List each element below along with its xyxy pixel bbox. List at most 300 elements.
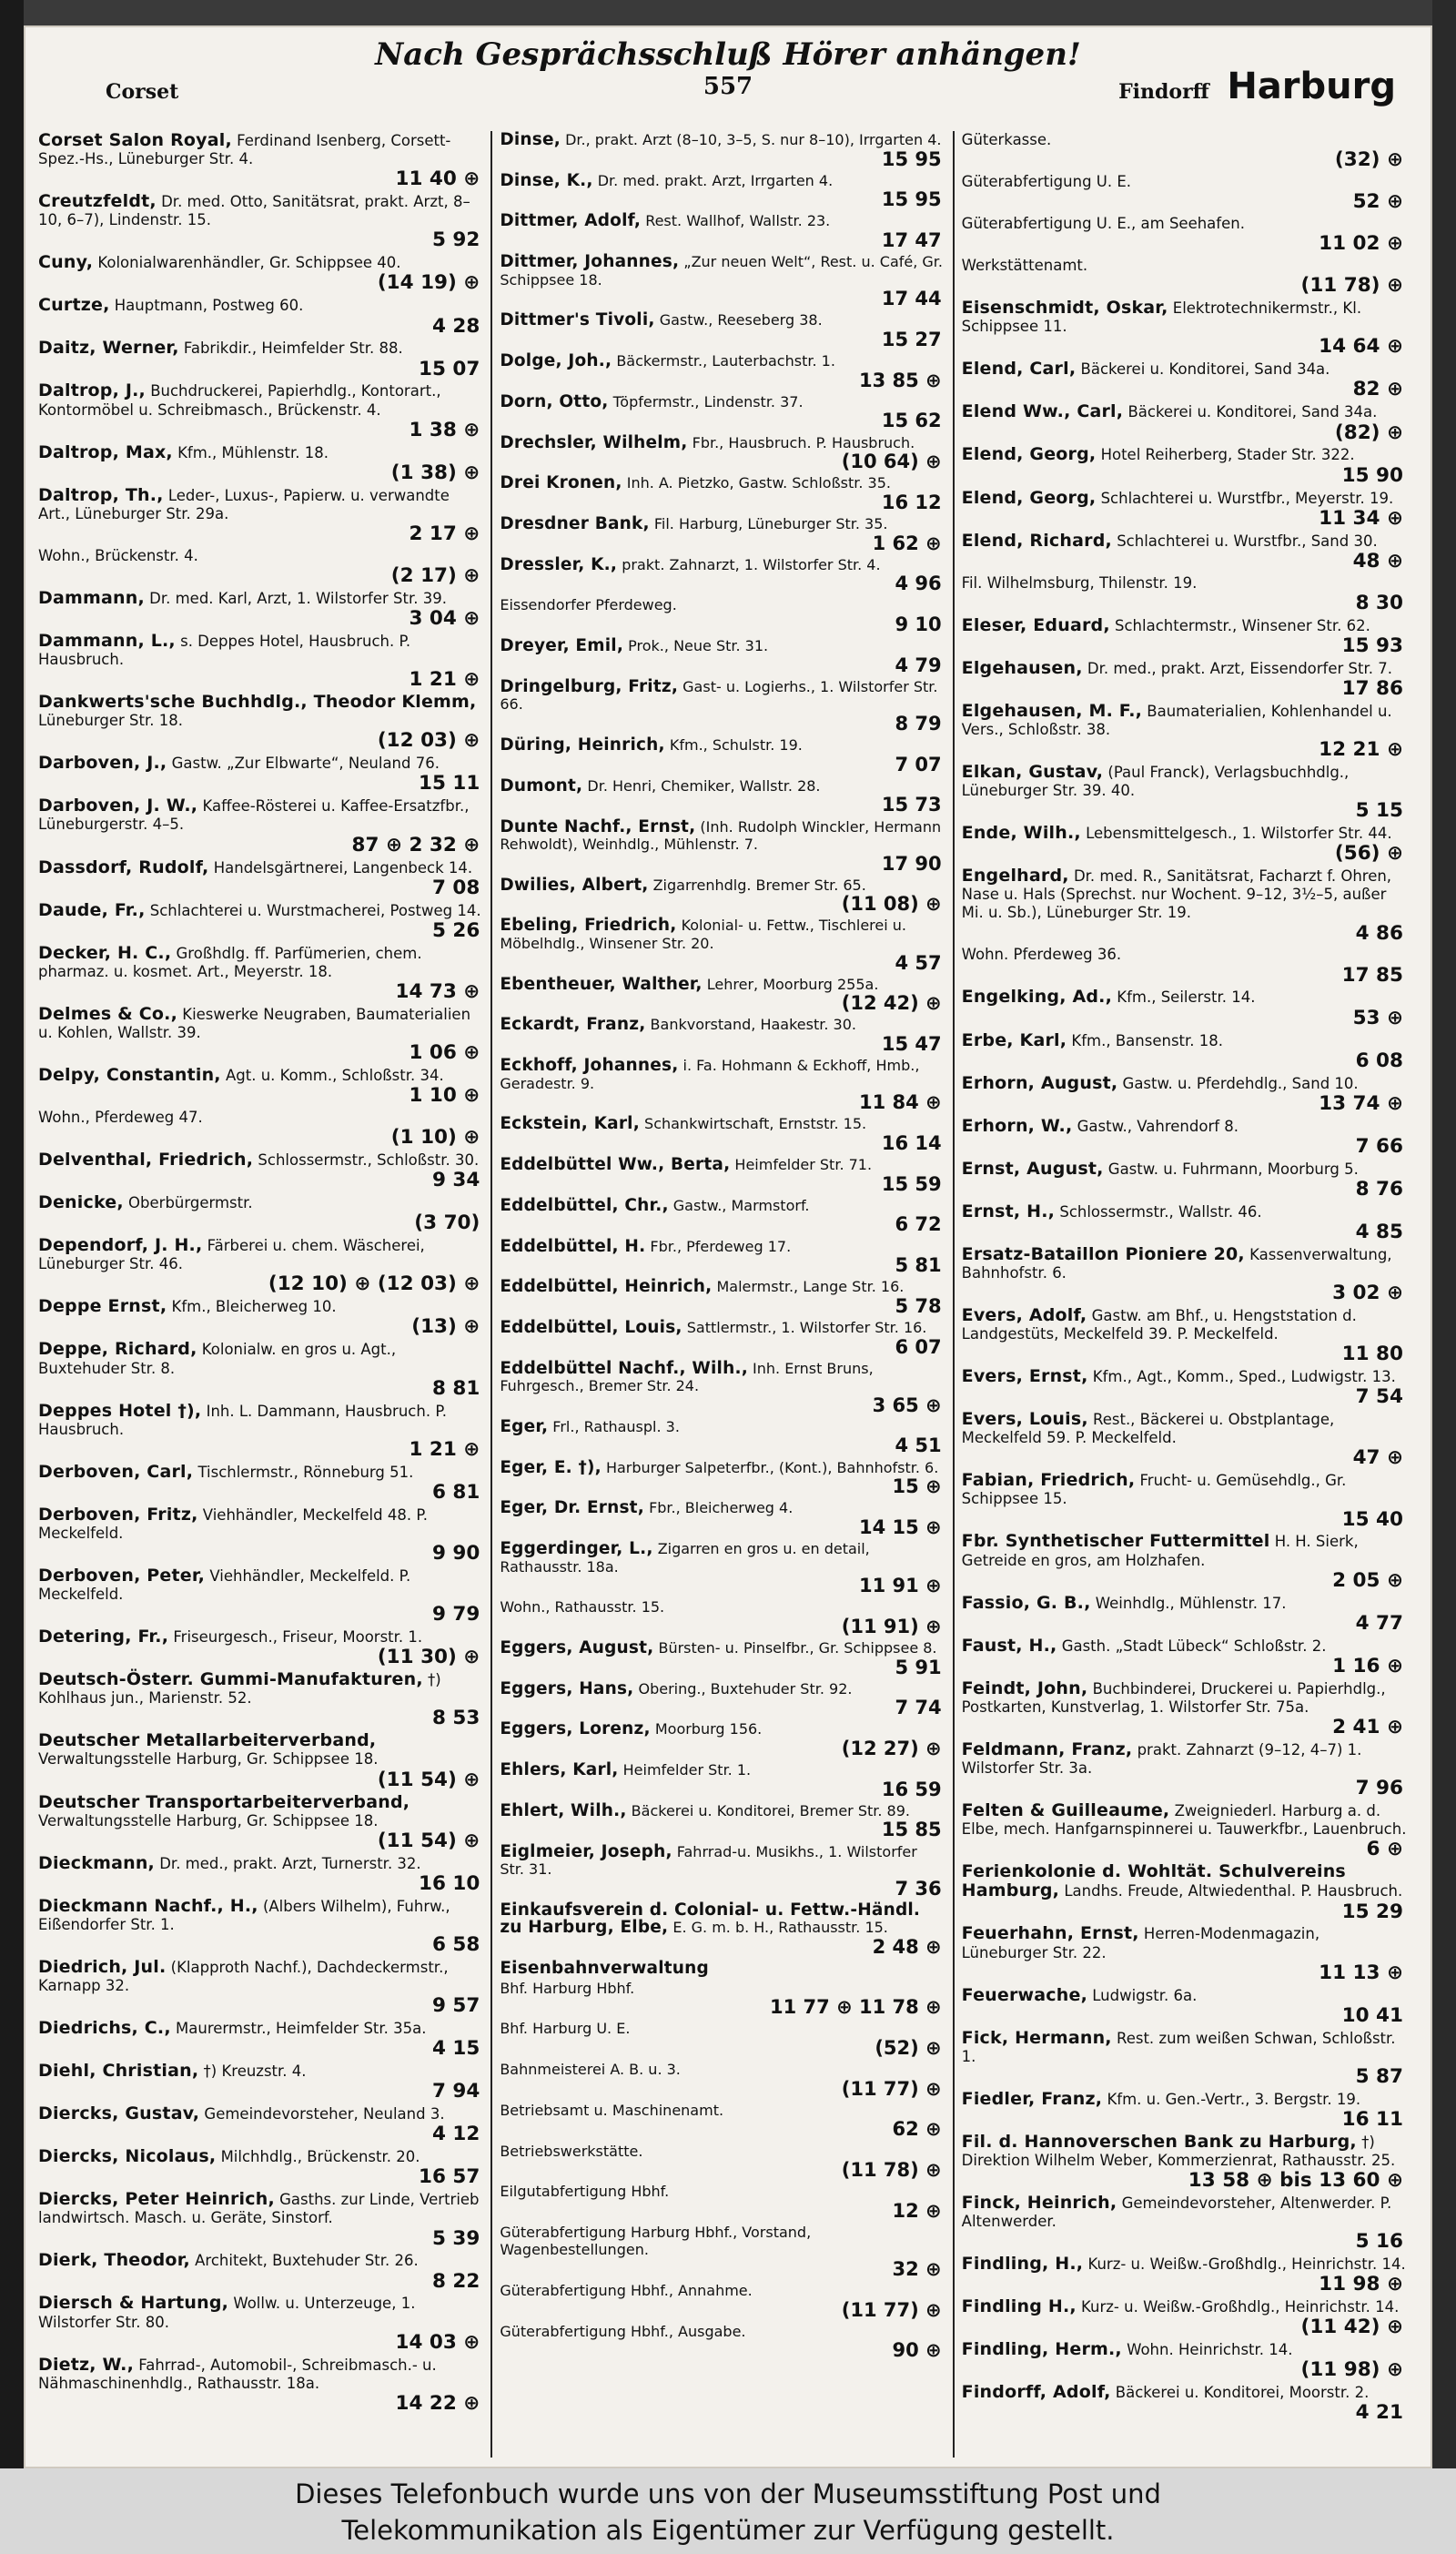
entry-phone-number: 11 34 ⊕ — [1319, 506, 1403, 530]
entry-name: Feuerhahn, Ernst, — [961, 1923, 1139, 1944]
directory-entry — [962, 1740, 1407, 1799]
entry-phone-number: 9 57 — [431, 1994, 480, 2018]
entry-name: Deutscher Metallarbeiterverband, — [38, 1730, 377, 1751]
entry-details: Fbr., Hausbruch. P. Hausbruch. — [692, 433, 915, 451]
entry-phone-number: 4 15 — [431, 2037, 480, 2061]
entry-phone-number: 11 84 ⊕ — [858, 1091, 942, 1114]
entry-phone-number: 4 51 — [895, 1434, 942, 1457]
entry-details: Gemeindevorsteher, Altenwerder. P. Altenwerder. — [961, 2194, 1392, 2231]
entry-name: Eggers, August, — [500, 1638, 654, 1658]
entry-details: Heimfelder Str. 71. — [734, 1156, 873, 1174]
entry-phone-number: 6 07 — [895, 1335, 942, 1358]
entry-phone-number: 6 ⊕ — [1366, 1838, 1403, 1861]
entry-phone-number: 4 28 — [431, 314, 480, 338]
entry-phone-number: 15 07 — [419, 357, 480, 380]
directory-entry — [962, 1679, 1407, 1738]
directory-entry — [38, 1793, 483, 1852]
entry-phone-number: (52) ⊕ — [875, 2036, 942, 2059]
directory-entry — [500, 777, 945, 816]
directory-entry — [962, 1594, 1407, 1635]
entry-phone-number: 1 38 ⊕ — [409, 418, 480, 441]
directory-entry — [962, 2133, 1407, 2192]
entry-name: Diercks, Gustav, — [38, 2103, 200, 2124]
entry-name: Eisenbahnverwaltung — [500, 1959, 709, 1979]
directory-entry — [38, 858, 483, 899]
directory-entry — [962, 402, 1407, 443]
entry-details: Bhf. Harburg U. E. — [500, 2020, 631, 2038]
entry-phone-number: 5 91 — [895, 1656, 942, 1678]
entry-name: Elend, Carl, — [961, 359, 1077, 380]
directory-entry — [500, 1639, 945, 1678]
entry-name: Eddelbüttel Ww., Berta, — [500, 1155, 731, 1175]
entry-name: Einkaufsverein d. Colonial- u. Fettw.-Händl. zu Harburg, Elbe, — [500, 1900, 921, 1938]
entry-phone-number: 14 22 ⊕ — [395, 2391, 480, 2415]
directory-entry — [500, 637, 945, 676]
copyright-footer — [0, 2468, 1456, 2554]
entry-name: Delventhal, Friedrich, — [38, 1150, 254, 1171]
directory-entry — [500, 2102, 945, 2141]
directory-entry — [38, 2062, 483, 2103]
entry-phone-number: 2 41 ⊕ — [1332, 1716, 1403, 1738]
entry-details: Zigarrenhdlg. Bremer Str. 65. — [652, 876, 866, 894]
directory-entry — [38, 381, 483, 441]
entry-phone-number: 15 73 — [881, 794, 942, 816]
entry-name: Fassio, G. B., — [961, 1592, 1091, 1613]
entry-phone-number: (3 70) — [414, 1211, 480, 1235]
entry-details: Tischlermstr., Rönneburg 51. — [197, 1463, 414, 1481]
entry-phone-number: 7 54 — [1355, 1385, 1403, 1409]
entry-phone-number: 5 26 — [431, 918, 480, 942]
directory-entry — [500, 2282, 945, 2321]
entry-name: Dolge, Joh., — [500, 351, 612, 371]
entry-details: Kfm., Seilerstr. 14. — [1117, 988, 1256, 1007]
entry-name: Feuerwache, — [961, 1984, 1088, 2005]
entry-name: Drechsler, Wilhelm, — [500, 432, 688, 452]
entry-details: Wohn. Heinrichstr. 14. — [1127, 2341, 1293, 2359]
entry-phone-number: 7 66 — [1355, 1134, 1403, 1158]
directory-entry — [962, 2090, 1407, 2131]
entry-phone-number: (2 17) ⊕ — [390, 564, 480, 587]
directory-entry — [962, 1245, 1407, 1304]
entry-name: Ferienkolonie d. Wohltät. Schulvereins Hamburg, — [961, 1861, 1346, 1901]
entry-details: Maurermstr., Heimfelder Str. 35a. — [176, 2020, 427, 2038]
directory-entry — [500, 556, 945, 595]
footer-line-2: Telekommunikation als Eigentümer zur Verfügung gestellt. — [341, 2515, 1115, 2546]
entry-details: „Zur neuen Welt“, Rest. u. Café, Gr. Schippsee 18. — [500, 253, 943, 289]
entry-phone-number: (11 08) ⊕ — [841, 893, 942, 916]
entry-details: Kfm., Schulstr. 19. — [669, 736, 803, 755]
entry-details: Schankwirtschaft, Ernststr. 15. — [644, 1115, 867, 1133]
directory-entry — [500, 515, 945, 554]
directory-entry — [962, 489, 1407, 530]
entry-details: Schlachterei u. Wurstmacherei, Postweg 14. — [149, 901, 481, 919]
entry-name: Deppes Hotel †), — [38, 1400, 202, 1421]
directory-entry — [962, 2255, 1407, 2296]
entry-details: Viehhändler, Meckelfeld 48. P. Meckelfeld. — [38, 1505, 428, 1542]
entry-details: Güterabfertigung U. E., am Seehafen. — [961, 215, 1245, 233]
entry-details: Fbr., Bleicherweg 4. — [649, 1499, 794, 1517]
phonebook-page — [24, 25, 1432, 2468]
directory-entry — [500, 1761, 945, 1800]
entry-phone-number: 15 62 — [881, 410, 942, 432]
entry-name: Dittmer, Adolf, — [500, 211, 642, 231]
directory-entry — [38, 1463, 483, 1504]
entry-name: Elend, Georg, — [961, 444, 1097, 465]
entry-phone-number: 5 87 — [1355, 2064, 1403, 2088]
entry-details: Verwaltungsstelle Harburg, Gr. Schippsee 18. — [38, 1811, 379, 1829]
entry-phone-number: 8 81 — [431, 1376, 480, 1400]
directory-entry — [962, 1202, 1407, 1243]
directory-entry — [500, 131, 945, 170]
entry-details: Lehrer, Moorburg 255a. — [706, 975, 879, 993]
directory-entry — [962, 532, 1407, 573]
directory-entry — [38, 1066, 483, 1107]
entry-name: Denicke, — [38, 1192, 124, 1213]
directory-entry — [38, 1150, 483, 1191]
entry-name: Drei Kronen, — [500, 473, 622, 493]
directory-entry — [38, 1005, 483, 1064]
entry-details: Leder-, Luxus-, Papierw. u. verwandte Art., Lüneburger Str. 29a. — [38, 486, 450, 522]
directory-entry — [500, 2143, 945, 2182]
entry-details: Betriebsamt u. Maschinenamt. — [500, 2101, 724, 2119]
directory-entry — [962, 215, 1407, 255]
entry-details: Kassenverwaltung, Bahnhofstr. 6. — [961, 1245, 1392, 1282]
entry-name: Dinse, K., — [500, 170, 593, 190]
entry-details: Sattlermstr., 1. Wilstorfer Str. 16. — [686, 1318, 927, 1336]
entry-details: Gastw. am Bhf., u. Hengststation d. Landgestüts, Meckelfeld 39. P. Meckelfeld. — [961, 1306, 1357, 1343]
entry-phone-number: (13) ⊕ — [411, 1315, 480, 1339]
entry-phone-number: 11 98 ⊕ — [1319, 2273, 1403, 2296]
directory-entry — [500, 1238, 945, 1277]
entry-details: Dr. med., prakt. Arzt, Eissendorfer Str. 7. — [1087, 659, 1392, 677]
entry-details: Fbr., Pferdeweg 17. — [650, 1237, 792, 1255]
entry-phone-number: 13 74 ⊕ — [1319, 1091, 1403, 1115]
directory-entry — [38, 2190, 483, 2249]
entry-phone-number: 15 85 — [881, 1819, 942, 1841]
entry-phone-number: 17 86 — [1341, 676, 1403, 700]
directory-entry — [38, 486, 483, 545]
entry-details: Färberei u. chem. Wäscherei, Lüneburger Str. 46. — [38, 1237, 425, 1273]
entry-phone-number: 48 ⊕ — [1352, 549, 1403, 573]
entry-name: Dittmer's Tivoli, — [500, 310, 655, 330]
directory-entry — [38, 1340, 483, 1399]
directory-entry — [962, 2194, 1407, 2253]
entry-phone-number: 2 48 ⊕ — [872, 1935, 942, 1958]
directory-entry — [962, 574, 1407, 614]
entry-phone-number: 11 02 ⊕ — [1319, 232, 1403, 256]
entry-phone-number: 16 10 — [419, 1871, 480, 1895]
entry-phone-number: 3 02 ⊕ — [1332, 1282, 1403, 1304]
entry-name: Delmes & Co., — [38, 1003, 177, 1024]
entry-name: Erhorn, August, — [961, 1072, 1118, 1093]
entry-name: Eggers, Lorenz, — [500, 1719, 651, 1739]
directory-entry — [962, 1074, 1407, 1115]
entry-details: Dr. med., prakt. Arzt, Turnerstr. 32. — [159, 1854, 421, 1872]
entry-name: Decker, H. C., — [38, 942, 172, 963]
entry-name: Dietz, W., — [38, 2354, 134, 2375]
directory-entry — [962, 988, 1407, 1029]
entry-phone-number: 6 72 — [895, 1213, 942, 1236]
entry-name: Eger, Dr. Ernst, — [500, 1498, 644, 1518]
entry-phone-number: 7 94 — [431, 2080, 480, 2103]
entry-name: Findling, Herm., — [961, 2339, 1122, 2360]
entry-name: Faust, H., — [961, 1635, 1057, 1656]
entry-details: Inh. Ernst Bruns, Fuhrgesch., Bremer Str. 24. — [500, 1359, 874, 1395]
entry-details: Kfm., Bansenstr. 18. — [1071, 1031, 1224, 1049]
entry-details: Hauptmann, Postweg 60. — [114, 297, 304, 315]
entry-name: Dressler, K., — [500, 554, 618, 574]
entry-details: Gastw., Reeseberg 38. — [659, 311, 823, 329]
entry-details: Schlossermstr., Schloßstr. 30. — [258, 1151, 480, 1170]
entry-details: Fil. Harburg, Lüneburger Str. 35. — [653, 514, 888, 532]
directory-entry — [38, 443, 483, 484]
entry-phone-number: 15 93 — [1341, 633, 1403, 657]
entry-name: Ebentheuer, Walther, — [500, 974, 703, 994]
entry-details: Bäckerei u. Konditorei, Sand 34a. — [1127, 403, 1378, 421]
entry-name: Darboven, J. W., — [38, 796, 198, 816]
directory-entry — [38, 754, 483, 795]
entry-details: Verwaltungsstelle Harburg, Gr. Schippsee 18. — [38, 1750, 379, 1769]
entry-phone-number: 9 34 — [431, 1169, 480, 1192]
entry-details: Kurz- u. Weißw.-Großhdlg., Heinrichstr. 14. — [1081, 2298, 1400, 2316]
entry-phone-number: 12 21 ⊕ — [1319, 737, 1403, 761]
entry-details: i. Fa. Hohmann & Eckhoff, Hmb., Geradestr. 9. — [500, 1057, 920, 1092]
entry-details: Oberbürgermstr. — [128, 1194, 253, 1212]
entry-phone-number: 15 47 — [881, 1032, 942, 1055]
entry-details: prakt. Zahnarzt, 1. Wilstorfer Str. 4. — [622, 555, 881, 573]
entry-phone-number: 13 85 ⊕ — [858, 369, 942, 391]
entry-phone-number: 11 77 ⊕ 11 78 ⊕ — [770, 1996, 942, 2019]
entry-phone-number: 16 14 — [881, 1131, 942, 1154]
entry-details: Weinhdlg., Mühlenstr. 17. — [1095, 1594, 1287, 1612]
entry-details: Viehhändler, Meckelfeld. P. Meckelfeld. — [38, 1566, 411, 1604]
entry-name: Dittmer, Johannes, — [500, 252, 680, 272]
entry-name: Fick, Hermann, — [961, 2027, 1112, 2048]
directory-entry — [38, 1193, 483, 1234]
entry-phone-number: 3 65 ⊕ — [872, 1394, 942, 1416]
entry-details: Dr. med. prakt. Arzt, Irrgarten 4. — [597, 171, 834, 189]
entry-details: Gastw. u. Fuhrmann, Moorburg 5. — [1107, 1160, 1359, 1178]
directory-entry — [500, 212, 945, 251]
entry-phone-number: 5 78 — [895, 1294, 942, 1317]
directory-entry — [38, 131, 483, 190]
entry-phone-number: 11 80 — [1341, 1343, 1403, 1366]
entry-phone-number: 17 44 — [881, 288, 942, 310]
directory-entry — [38, 547, 483, 587]
entry-details: Rest. zum weißen Schwan, Schloßstr. 1. — [961, 2029, 1396, 2065]
directory-entry — [500, 1459, 945, 1498]
entry-name: Detering, Fr., — [38, 1627, 169, 1647]
entry-name: Eckhoff, Johannes, — [500, 1056, 679, 1076]
directory-entry — [500, 1720, 945, 1759]
entry-phone-number: 16 57 — [419, 2165, 480, 2189]
entry-phone-number: 8 30 — [1355, 591, 1403, 614]
entry-details: Güterabfertigung U. E. — [961, 173, 1132, 191]
entry-phone-number: 11 13 ⊕ — [1319, 1961, 1403, 1984]
entry-details: †) Kohlhaus jun., Marienstr. 52. — [38, 1671, 441, 1708]
entry-phone-number: (11 77) ⊕ — [841, 2298, 942, 2321]
entry-details: Bäckerei u. Konditorei, Moorstr. 2. — [1115, 2384, 1370, 2402]
directory-entry — [38, 2251, 483, 2292]
entry-details: s. Deppes Hotel, Hausbruch. P. Hausbruch. — [38, 632, 411, 669]
entry-phone-number: (12 42) ⊕ — [841, 992, 942, 1015]
entry-details: Elektrotechnikermstr., Kl. Schippsee 11. — [961, 299, 1362, 336]
entry-name: Elkan, Gustav, — [961, 761, 1104, 782]
entry-name: Ehlers, Karl, — [500, 1760, 619, 1780]
entry-name: Elgehausen, — [961, 657, 1083, 678]
entry-phone-number: 1 10 ⊕ — [409, 1084, 480, 1108]
entry-phone-number: 4 12 — [431, 2123, 480, 2146]
directory-entry — [500, 1418, 945, 1457]
entry-name: Darboven, J., — [38, 753, 167, 774]
entry-phone-number: (11 30) ⊕ — [377, 1646, 480, 1669]
entry-details: Buchdruckerei, Papierhdlg., Kontorart., Kontormöbel u. Schreibmasch., Brückenstr. 4. — [38, 382, 441, 419]
directory-entry — [500, 1980, 945, 2019]
entry-phone-number: 11 91 ⊕ — [858, 1575, 942, 1597]
entry-phone-number: 5 92 — [431, 228, 480, 252]
entry-name: Diehl, Christian, — [38, 2061, 199, 2082]
entry-name: Daitz, Werner, — [38, 338, 179, 359]
entry-details: Kieswerke Neugraben, Baumaterialien u. Kohlen, Wallstr. 39. — [38, 1005, 471, 1041]
entry-details: Kfm., Mühlenstr. 18. — [177, 443, 329, 461]
entry-phone-number: (11 42) ⊕ — [1300, 2316, 1403, 2339]
entry-name: Ende, Wilh., — [961, 823, 1081, 844]
entry-phone-number: 4 77 — [1355, 1611, 1403, 1635]
entry-name: Fabian, Friedrich, — [961, 1470, 1136, 1491]
entry-name: Dunte Nachf., Ernst, — [500, 816, 696, 836]
entry-details: Agt. u. Komm., Schloßstr. 34. — [225, 1066, 444, 1084]
directory-entry — [500, 877, 945, 916]
entry-phone-number: (32) ⊕ — [1334, 148, 1403, 172]
entry-details: Wollw. u. Unterzeuge, 1. Wilstorfer Str. 80. — [38, 2295, 416, 2331]
entry-name: Ernst, August, — [961, 1158, 1104, 1179]
entry-phone-number: 1 21 ⊕ — [409, 668, 480, 692]
directory-entry — [38, 589, 483, 630]
directory-columns — [31, 131, 1414, 2458]
entry-phone-number: 16 11 — [1341, 2107, 1403, 2131]
directory-entry — [500, 2183, 945, 2222]
directory-entry — [962, 763, 1407, 822]
entry-name: Eggerdinger, L., — [500, 1539, 653, 1559]
directory-entry — [500, 1115, 945, 1154]
header-city: Harburg — [1227, 66, 1396, 107]
directory-entry — [962, 173, 1407, 213]
entry-name: Dassdorf, Rudolf, — [38, 856, 209, 877]
entry-name: Eddelbüttel Nachf., Wilh., — [500, 1358, 748, 1378]
entry-phone-number: 1 16 ⊕ — [1332, 1654, 1403, 1677]
directory-entry — [962, 131, 1407, 171]
entry-details: Wohn., Pferdeweg 47. — [38, 1109, 203, 1127]
entry-name: Evers, Louis, — [961, 1409, 1088, 1430]
page-header — [24, 25, 1432, 107]
entry-phone-number: 6 08 — [1355, 1049, 1403, 1072]
directory-entry — [500, 678, 945, 735]
entry-phone-number: 14 03 ⊕ — [395, 2330, 480, 2354]
directory-entry — [500, 1499, 945, 1538]
entry-phone-number: (56) ⊕ — [1334, 842, 1403, 866]
page-number: 557 — [703, 73, 753, 100]
entry-name: Daltrop, J., — [38, 380, 146, 401]
entry-details: Schlachterei u. Wurstfbr., Meyerstr. 19. — [1100, 489, 1394, 507]
entry-name: Felten & Guilleaume, — [961, 1800, 1170, 1821]
entry-phone-number: 15 40 — [1341, 1507, 1403, 1531]
entry-phone-number: 7 96 — [1355, 1777, 1403, 1800]
directory-entry — [962, 2029, 1407, 2088]
entry-name: Diedrichs, C., — [38, 2018, 171, 2039]
entry-name: Engelhard, — [961, 866, 1069, 887]
entry-name: Diedrich, Jul. — [38, 1956, 167, 1977]
entry-phone-number: 8 22 — [431, 2269, 480, 2293]
entry-phone-number: 10 41 — [1341, 2003, 1403, 2027]
directory-entry — [962, 824, 1407, 865]
directory-entry — [38, 796, 483, 856]
directory-entry — [38, 1670, 483, 1729]
directory-entry — [962, 1160, 1407, 1201]
entry-details: Betriebswerkstätte. — [500, 2142, 643, 2160]
entry-name: Diercks, Peter Heinrich, — [38, 2189, 275, 2210]
entry-details: Bäckermstr., Lauterbachstr. 1. — [616, 352, 835, 370]
directory-entry — [500, 976, 945, 1015]
entry-details: (Klapproth Nachf.), Dachdeckermstr., Karnapp 32. — [38, 1958, 449, 1995]
directory-entry — [500, 1156, 945, 1195]
directory-entry — [500, 1278, 945, 1317]
entry-name: Dieckmann Nachf., H., — [38, 1895, 258, 1916]
directory-entry — [38, 2294, 483, 2353]
entry-phone-number: 52 ⊕ — [1352, 190, 1403, 214]
entry-details: prakt. Zahnarzt (9–12, 4–7) 1. Wilstorfer Str. 3a. — [961, 1740, 1362, 1778]
directory-entry — [38, 632, 483, 691]
entry-details: Architekt, Buxtehuder Str. 26. — [195, 2252, 419, 2270]
directory-entry — [500, 1901, 945, 1958]
directory-entry — [38, 253, 483, 294]
directory-entry — [500, 393, 945, 432]
entry-name: Findling, H., — [961, 2254, 1084, 2275]
directory-entry — [38, 1731, 483, 1790]
entry-phone-number: 3 04 ⊕ — [409, 607, 480, 631]
entry-details: Herren-Modenmagazin, Lüneburger Str. 22. — [961, 1925, 1320, 1961]
entry-name: Ehlert, Wilh., — [500, 1800, 627, 1820]
entry-phone-number: 2 05 ⊕ — [1332, 1568, 1403, 1592]
entry-details: Bäckerei u. Konditorei, Bremer Str. 89. — [631, 1801, 910, 1819]
entry-name: Derboven, Peter, — [38, 1565, 206, 1586]
entry-name: Deppe, Richard, — [38, 1339, 197, 1360]
directory-entry — [38, 1109, 483, 1149]
directory-entry — [500, 352, 945, 391]
entry-phone-number: 17 90 — [881, 852, 942, 875]
entry-name: Deutscher Transportarbeiterverband, — [38, 1791, 410, 1812]
entry-details: Kfm., Bleicherweg 10. — [171, 1298, 337, 1316]
directory-entry — [38, 2356, 483, 2415]
entry-details: Gast- u. Logierhs., 1. Wilstorfer Str. 66. — [500, 677, 938, 714]
entry-details: Töpfermstr., Lindenstr. 37. — [612, 392, 804, 410]
directory-entry — [962, 1532, 1407, 1591]
entry-details: Dr. med. Karl, Arzt, 1. Wilstorfer Str. 39. — [149, 589, 447, 607]
entry-details: Inh. L. Dammann, Hausbruch. P. Hausbruch. — [38, 1402, 447, 1438]
entry-details: Rest., Bäckerei u. Obstplantage, Meckelfeld 59. P. Meckelfeld. — [961, 1411, 1335, 1447]
directory-entry — [962, 2297, 1407, 2338]
entry-phone-number: 7 74 — [895, 1697, 942, 1719]
entry-phone-number: 47 ⊕ — [1352, 1446, 1403, 1470]
entry-details: Fil. Wilhelmsburg, Thilenstr. 19. — [961, 573, 1198, 592]
entry-name: Deutsch-Österr. Gummi-Manufakturen, — [38, 1669, 423, 1690]
directory-entry — [962, 1862, 1407, 1922]
entry-phone-number: (1 38) ⊕ — [390, 461, 480, 484]
entry-phone-number: 8 79 — [895, 712, 942, 735]
directory-entry — [38, 1297, 483, 1338]
entry-phone-number: 8 76 — [1355, 1177, 1403, 1201]
entry-name: Eddelbüttel, Louis, — [500, 1317, 682, 1337]
entry-details: Frl., Rathauspl. 3. — [552, 1417, 680, 1435]
